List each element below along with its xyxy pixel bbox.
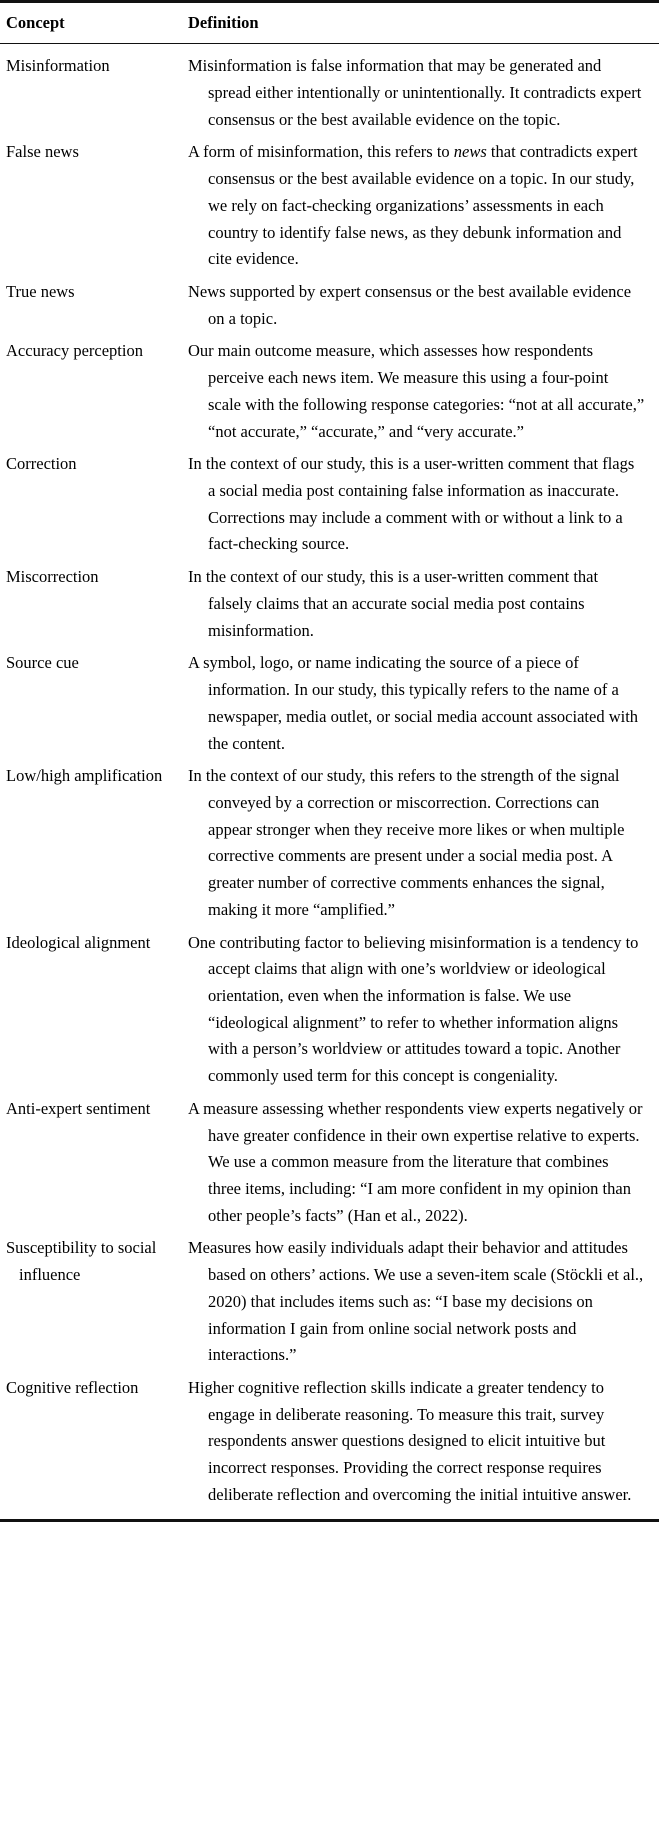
definition-cell <box>188 138 659 278</box>
definition-cell: One contributing factor to believing misinformation is a tendency to accept claims that align with one’s worldview or ideological orientation, even when the information is false. We use “ideological alignment” to refer to whether information aligns with a person’s worldview or attitudes toward a topic. Another commonly used term for this concept is congeniality. <box>188 932 639 1086</box>
definition-cell: A measure assessing whether respondents view experts negatively or have greater confidence in their own expertise relative to experts. We use a common measure from the literature that combines three items, including: “I am more confident in my opinion than other people’s facts” (Han et al., 2022). <box>188 1098 643 1225</box>
definition-cell: Our main outcome measure, which assesses how respondents perceive each news item. We measure this using a four-point scale with the following response categories: “not at all accurate,” “not accurate,” “accurate,” and “very accurate.” <box>188 341 645 441</box>
concept-definition-table <box>0 3 659 43</box>
table-row <box>0 762 659 928</box>
concept-cell: Anti-expert sentiment <box>6 1098 151 1118</box>
definition-cell: In the context of our study, this refers to the strength of the signal conveyed by a correction or miscorrection. Corrections can appear stronger when they receive more likes or when multiple corrective comments are present under a social media post. A greater number of corrective comments enhances the signal, making it more “amplified.” <box>188 766 625 919</box>
table-row <box>0 1095 659 1235</box>
definition-cell: A symbol, logo, or name indicating the source of a piece of information. In our study, this typically refers to the name of a newspaper, media outlet, or social media account associated with the content. <box>188 653 639 753</box>
concept-cell: Cognitive reflection <box>6 1378 139 1398</box>
definition-text-post: that contradicts expert consensus or the best available evidence on a topic. In our study, we rely on fact-checking organizations’ assessments in each country to identify false news, as they debunk information and cite evidence. <box>208 142 638 269</box>
definition-cell: In the context of our study, this is a user-written comment that falsely claims that an accurate social media post contains misinformation. <box>188 567 599 640</box>
definition-cell: News supported by expert consensus or the best available evidence on a topic. <box>188 282 632 328</box>
table-row <box>0 450 659 563</box>
definition-emphasis: news <box>453 142 487 162</box>
concept-cell: Misinformation <box>6 56 110 76</box>
definition-cell: Misinformation is false information that may be generated and spread either intentionally or unintentionally. It contradicts expert consensus or the best available evidence on the topic. <box>188 56 642 129</box>
table-row <box>0 929 659 1095</box>
definition-cell: Higher cognitive reflection skills indicate a greater tendency to engage in deliberate reasoning. To measure this trait, survey respondents answer questions designed to elicit intuitive but incorrect responses. Providing the correct response requires deliberate reflection and overcoming the initial intuitive answer. <box>188 1378 632 1504</box>
concept-cell: Accuracy perception <box>6 341 143 361</box>
table-row <box>0 1234 659 1374</box>
concept-cell: Correction <box>6 454 77 474</box>
column-header-definition: Definition <box>188 13 259 32</box>
table-row <box>0 337 659 450</box>
table-body <box>0 44 659 1518</box>
definition-cell: Measures how easily individuals adapt their behavior and attitudes based on others’ actions. We use a seven-item scale (Stöckli et al., 2020) that includes items such as: “I base my decisions on information I gain from online social network posts and interactions.” <box>188 1238 644 1365</box>
definition-cell: In the context of our study, this is a user-written comment that flags a social media post containing false information as inaccurate. Corrections may include a comment with or without a link to a fact-checking source. <box>188 454 635 554</box>
concept-cell: False news <box>6 142 79 162</box>
concept-cell: True news <box>6 282 75 302</box>
table-row <box>0 563 659 649</box>
concept-cell: Ideological alignment <box>6 932 151 952</box>
column-header-concept: Concept <box>6 13 65 32</box>
table-row <box>0 44 659 138</box>
table-header <box>0 3 659 43</box>
concept-cell: Low/high amplification <box>6 766 163 786</box>
table-row <box>0 649 659 762</box>
table-row <box>0 1374 659 1519</box>
concept-cell: Susceptibility to social influence <box>6 1238 157 1285</box>
concept-definition-table-body <box>0 44 659 1518</box>
table-row <box>0 138 659 278</box>
concept-cell: Source cue <box>6 653 79 673</box>
table-bottom-double-rule <box>0 1519 659 1522</box>
table-row <box>0 278 659 337</box>
header-row <box>0 3 659 43</box>
definition-text-pre: A form of misinformation, this refers to <box>188 142 454 162</box>
concept-cell: Miscorrection <box>6 567 99 587</box>
